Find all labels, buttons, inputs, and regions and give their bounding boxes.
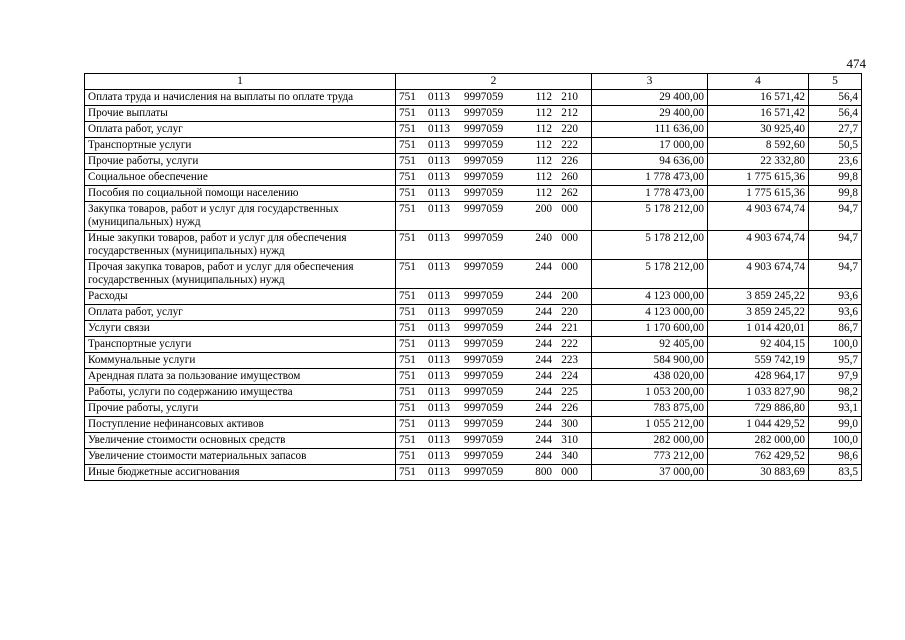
budget-code [396, 231, 592, 260]
budget-code [396, 385, 592, 401]
execution-percent: 100,0 [809, 433, 862, 449]
code-part-c4: 112 [535, 139, 552, 151]
row-name: Поступление нефинансовых активов [85, 417, 396, 433]
table-row [85, 433, 862, 449]
code-part-c5: 300 [561, 418, 578, 430]
actual-amount: 1 044 429,52 [708, 417, 809, 433]
header-col-3: 3 [592, 74, 708, 90]
table-row [85, 401, 862, 417]
execution-percent: 98,6 [809, 449, 862, 465]
row-name: Прочие работы, услуги [85, 401, 396, 417]
execution-percent: 50,5 [809, 138, 862, 154]
budget-code [396, 260, 592, 289]
code-part-c3: 9997059 [464, 91, 504, 103]
code-part-c4: 240 [535, 232, 552, 244]
budget-code [396, 369, 592, 385]
execution-percent: 23,6 [809, 154, 862, 170]
code-part-c1: 751 [399, 402, 416, 414]
execution-percent: 93,6 [809, 289, 862, 305]
planned-amount: 5 178 212,00 [592, 202, 708, 231]
budget-code [396, 465, 592, 481]
planned-amount: 584 900,00 [592, 353, 708, 369]
code-part-c5: 224 [561, 370, 578, 382]
code-part-c3: 9997059 [464, 123, 504, 135]
actual-amount: 30 925,40 [708, 122, 809, 138]
row-name: Арендная плата за пользование имуществом [85, 369, 396, 385]
code-part-c2: 0113 [428, 187, 450, 199]
table-row [85, 138, 862, 154]
code-part-c1: 751 [399, 171, 416, 183]
budget-code [396, 122, 592, 138]
code-part-c5: 000 [561, 203, 578, 215]
budget-code [396, 433, 592, 449]
execution-percent: 99,8 [809, 170, 862, 186]
row-name: Прочая закупка товаров, работ и услуг для обеспечения государственных (муниципальных) нужд [85, 260, 396, 289]
execution-percent: 97,9 [809, 369, 862, 385]
table-row [85, 353, 862, 369]
code-part-c2: 0113 [428, 91, 450, 103]
code-part-c3: 9997059 [464, 386, 504, 398]
code-part-c3: 9997059 [464, 450, 504, 462]
planned-amount: 773 212,00 [592, 449, 708, 465]
code-part-c3: 9997059 [464, 155, 504, 167]
code-part-c5: 262 [561, 187, 578, 199]
code-part-c3: 9997059 [464, 402, 504, 414]
budget-table [84, 73, 862, 481]
code-part-c5: 260 [561, 171, 578, 183]
code-part-c5: 340 [561, 450, 578, 462]
code-part-c5: 223 [561, 354, 578, 366]
code-part-c1: 751 [399, 386, 416, 398]
budget-code [396, 417, 592, 433]
planned-amount: 1 170 600,00 [592, 321, 708, 337]
budget-code [396, 106, 592, 122]
actual-amount: 22 332,80 [708, 154, 809, 170]
code-part-c2: 0113 [428, 155, 450, 167]
code-part-c5: 212 [561, 107, 578, 119]
code-part-c3: 9997059 [464, 434, 504, 446]
table-row [85, 449, 862, 465]
code-part-c4: 244 [535, 261, 552, 273]
row-name: Социальное обеспечение [85, 170, 396, 186]
execution-percent: 93,6 [809, 305, 862, 321]
actual-amount: 282 000,00 [708, 433, 809, 449]
code-part-c4: 244 [535, 322, 552, 334]
code-part-c1: 751 [399, 370, 416, 382]
budget-code [396, 449, 592, 465]
budget-code [396, 321, 592, 337]
table-row [85, 321, 862, 337]
row-name: Увеличение стоимости основных средств [85, 433, 396, 449]
code-part-c2: 0113 [428, 434, 450, 446]
table-row [85, 417, 862, 433]
planned-amount: 4 123 000,00 [592, 305, 708, 321]
budget-code [396, 305, 592, 321]
actual-amount: 3 859 245,22 [708, 289, 809, 305]
code-part-c3: 9997059 [464, 261, 504, 273]
budget-code [396, 186, 592, 202]
actual-amount: 1 033 827,90 [708, 385, 809, 401]
code-part-c1: 751 [399, 155, 416, 167]
code-part-c4: 112 [535, 123, 552, 135]
code-part-c2: 0113 [428, 402, 450, 414]
code-part-c3: 9997059 [464, 187, 504, 199]
planned-amount: 4 123 000,00 [592, 289, 708, 305]
planned-amount: 1 778 473,00 [592, 186, 708, 202]
row-name: Работы, услуги по содержанию имущества [85, 385, 396, 401]
code-part-c5: 220 [561, 123, 578, 135]
actual-amount: 92 404,15 [708, 337, 809, 353]
code-part-c2: 0113 [428, 139, 450, 151]
code-part-c4: 244 [535, 306, 552, 318]
code-part-c5: 200 [561, 290, 578, 302]
budget-code [396, 353, 592, 369]
code-part-c2: 0113 [428, 466, 450, 478]
actual-amount: 559 742,19 [708, 353, 809, 369]
row-name: Транспортные услуги [85, 138, 396, 154]
row-name: Услуги связи [85, 321, 396, 337]
code-part-c1: 751 [399, 354, 416, 366]
table-row [85, 465, 862, 481]
code-part-c2: 0113 [428, 386, 450, 398]
budget-code [396, 337, 592, 353]
code-part-c4: 244 [535, 290, 552, 302]
row-name: Закупка товаров, работ и услуг для государственных (муниципальных) нужд [85, 202, 396, 231]
code-part-c1: 751 [399, 290, 416, 302]
code-part-c2: 0113 [428, 338, 450, 350]
code-part-c1: 751 [399, 338, 416, 350]
budget-code [396, 154, 592, 170]
page-number: 474 [846, 56, 866, 71]
header-row [85, 74, 862, 90]
code-part-c4: 244 [535, 354, 552, 366]
actual-amount: 30 883,69 [708, 465, 809, 481]
table-row [85, 260, 862, 289]
code-part-c4: 244 [535, 450, 552, 462]
execution-percent: 99,8 [809, 186, 862, 202]
header-col-1: 1 [85, 74, 396, 90]
code-part-c1: 751 [399, 261, 416, 273]
code-part-c3: 9997059 [464, 354, 504, 366]
code-part-c5: 222 [561, 338, 578, 350]
code-part-c4: 112 [535, 107, 552, 119]
execution-percent: 95,7 [809, 353, 862, 369]
code-part-c4: 112 [535, 91, 552, 103]
execution-percent: 94,7 [809, 260, 862, 289]
row-name: Прочие выплаты [85, 106, 396, 122]
code-part-c3: 9997059 [464, 107, 504, 119]
execution-percent: 56,4 [809, 106, 862, 122]
row-name: Прочие работы, услуги [85, 154, 396, 170]
code-part-c2: 0113 [428, 418, 450, 430]
code-part-c5: 226 [561, 402, 578, 414]
actual-amount: 1 775 615,36 [708, 186, 809, 202]
execution-percent: 94,7 [809, 202, 862, 231]
actual-amount: 762 429,52 [708, 449, 809, 465]
code-part-c4: 244 [535, 338, 552, 350]
execution-percent: 86,7 [809, 321, 862, 337]
code-part-c1: 751 [399, 418, 416, 430]
code-part-c3: 9997059 [464, 171, 504, 183]
code-part-c5: 220 [561, 306, 578, 318]
table-row [85, 90, 862, 106]
row-name: Иные бюджетные ассигнования [85, 465, 396, 481]
row-name: Расходы [85, 289, 396, 305]
table-row [85, 385, 862, 401]
code-part-c3: 9997059 [464, 338, 504, 350]
execution-percent: 27,7 [809, 122, 862, 138]
code-part-c5: 222 [561, 139, 578, 151]
actual-amount: 16 571,42 [708, 90, 809, 106]
code-part-c1: 751 [399, 306, 416, 318]
code-part-c5: 310 [561, 434, 578, 446]
code-part-c2: 0113 [428, 370, 450, 382]
actual-amount: 8 592,60 [708, 138, 809, 154]
code-part-c1: 751 [399, 232, 416, 244]
code-part-c4: 244 [535, 370, 552, 382]
header-col-5: 5 [809, 74, 862, 90]
code-part-c5: 000 [561, 261, 578, 273]
code-part-c2: 0113 [428, 290, 450, 302]
row-name: Оплата работ, услуг [85, 122, 396, 138]
row-name: Увеличение стоимости материальных запасов [85, 449, 396, 465]
planned-amount: 5 178 212,00 [592, 260, 708, 289]
code-part-c2: 0113 [428, 107, 450, 119]
table-row [85, 369, 862, 385]
execution-percent: 94,7 [809, 231, 862, 260]
code-part-c5: 000 [561, 232, 578, 244]
table-row [85, 106, 862, 122]
code-part-c4: 244 [535, 418, 552, 430]
code-part-c1: 751 [399, 434, 416, 446]
header-col-4: 4 [708, 74, 809, 90]
header-col-2: 2 [396, 74, 592, 90]
code-part-c5: 000 [561, 466, 578, 478]
actual-amount: 4 903 674,74 [708, 231, 809, 260]
planned-amount: 94 636,00 [592, 154, 708, 170]
code-part-c1: 751 [399, 139, 416, 151]
code-part-c5: 221 [561, 322, 578, 334]
table-row [85, 154, 862, 170]
code-part-c4: 244 [535, 434, 552, 446]
code-part-c1: 751 [399, 187, 416, 199]
budget-code [396, 138, 592, 154]
code-part-c1: 751 [399, 203, 416, 215]
planned-amount: 29 400,00 [592, 106, 708, 122]
code-part-c2: 0113 [428, 450, 450, 462]
code-part-c4: 112 [535, 155, 552, 167]
actual-amount: 3 859 245,22 [708, 305, 809, 321]
table-row [85, 186, 862, 202]
table-row [85, 122, 862, 138]
table-row [85, 231, 862, 260]
code-part-c4: 112 [535, 171, 552, 183]
code-part-c3: 9997059 [464, 466, 504, 478]
planned-amount: 1 053 200,00 [592, 385, 708, 401]
actual-amount: 1 014 420,01 [708, 321, 809, 337]
planned-amount: 92 405,00 [592, 337, 708, 353]
code-part-c1: 751 [399, 123, 416, 135]
row-name: Иные закупки товаров, работ и услуг для обеспечения государственных (муниципальных) нужд [85, 231, 396, 260]
code-part-c2: 0113 [428, 261, 450, 273]
planned-amount: 5 178 212,00 [592, 231, 708, 260]
code-part-c3: 9997059 [464, 203, 504, 215]
code-part-c1: 751 [399, 322, 416, 334]
table-header [85, 74, 862, 90]
table-row [85, 202, 862, 231]
code-part-c3: 9997059 [464, 370, 504, 382]
planned-amount: 438 020,00 [592, 369, 708, 385]
code-part-c2: 0113 [428, 354, 450, 366]
planned-amount: 29 400,00 [592, 90, 708, 106]
budget-code [396, 401, 592, 417]
execution-percent: 83,5 [809, 465, 862, 481]
execution-percent: 93,1 [809, 401, 862, 417]
table-row [85, 337, 862, 353]
budget-code [396, 90, 592, 106]
planned-amount: 1 055 212,00 [592, 417, 708, 433]
code-part-c2: 0113 [428, 203, 450, 215]
table-row [85, 305, 862, 321]
code-part-c3: 9997059 [464, 418, 504, 430]
code-part-c3: 9997059 [464, 139, 504, 151]
code-part-c2: 0113 [428, 322, 450, 334]
planned-amount: 37 000,00 [592, 465, 708, 481]
execution-percent: 100,0 [809, 337, 862, 353]
planned-amount: 1 778 473,00 [592, 170, 708, 186]
planned-amount: 282 000,00 [592, 433, 708, 449]
planned-amount: 783 875,00 [592, 401, 708, 417]
code-part-c1: 751 [399, 91, 416, 103]
code-part-c3: 9997059 [464, 306, 504, 318]
row-name: Оплата работ, услуг [85, 305, 396, 321]
code-part-c1: 751 [399, 450, 416, 462]
actual-amount: 428 964,17 [708, 369, 809, 385]
code-part-c3: 9997059 [464, 290, 504, 302]
row-name: Пособия по социальной помощи населению [85, 186, 396, 202]
code-part-c4: 200 [535, 203, 552, 215]
code-part-c1: 751 [399, 466, 416, 478]
execution-percent: 56,4 [809, 90, 862, 106]
code-part-c4: 244 [535, 402, 552, 414]
budget-code [396, 170, 592, 186]
code-part-c4: 800 [535, 466, 552, 478]
code-part-c1: 751 [399, 107, 416, 119]
row-name: Оплата труда и начисления на выплаты по оплате труда [85, 90, 396, 106]
table-row [85, 289, 862, 305]
code-part-c2: 0113 [428, 171, 450, 183]
code-part-c5: 210 [561, 91, 578, 103]
code-part-c4: 112 [535, 187, 552, 199]
actual-amount: 4 903 674,74 [708, 202, 809, 231]
code-part-c5: 225 [561, 386, 578, 398]
code-part-c2: 0113 [428, 123, 450, 135]
planned-amount: 111 636,00 [592, 122, 708, 138]
execution-percent: 99,0 [809, 417, 862, 433]
actual-amount: 1 775 615,36 [708, 170, 809, 186]
code-part-c2: 0113 [428, 306, 450, 318]
row-name: Коммунальные услуги [85, 353, 396, 369]
code-part-c4: 244 [535, 386, 552, 398]
table-row [85, 170, 862, 186]
actual-amount: 4 903 674,74 [708, 260, 809, 289]
code-part-c3: 9997059 [464, 232, 504, 244]
row-name: Транспортные услуги [85, 337, 396, 353]
table-body [85, 90, 862, 481]
planned-amount: 17 000,00 [592, 138, 708, 154]
budget-code [396, 289, 592, 305]
code-part-c5: 226 [561, 155, 578, 167]
code-part-c2: 0113 [428, 232, 450, 244]
actual-amount: 729 886,80 [708, 401, 809, 417]
budget-code [396, 202, 592, 231]
actual-amount: 16 571,42 [708, 106, 809, 122]
execution-percent: 98,2 [809, 385, 862, 401]
code-part-c3: 9997059 [464, 322, 504, 334]
